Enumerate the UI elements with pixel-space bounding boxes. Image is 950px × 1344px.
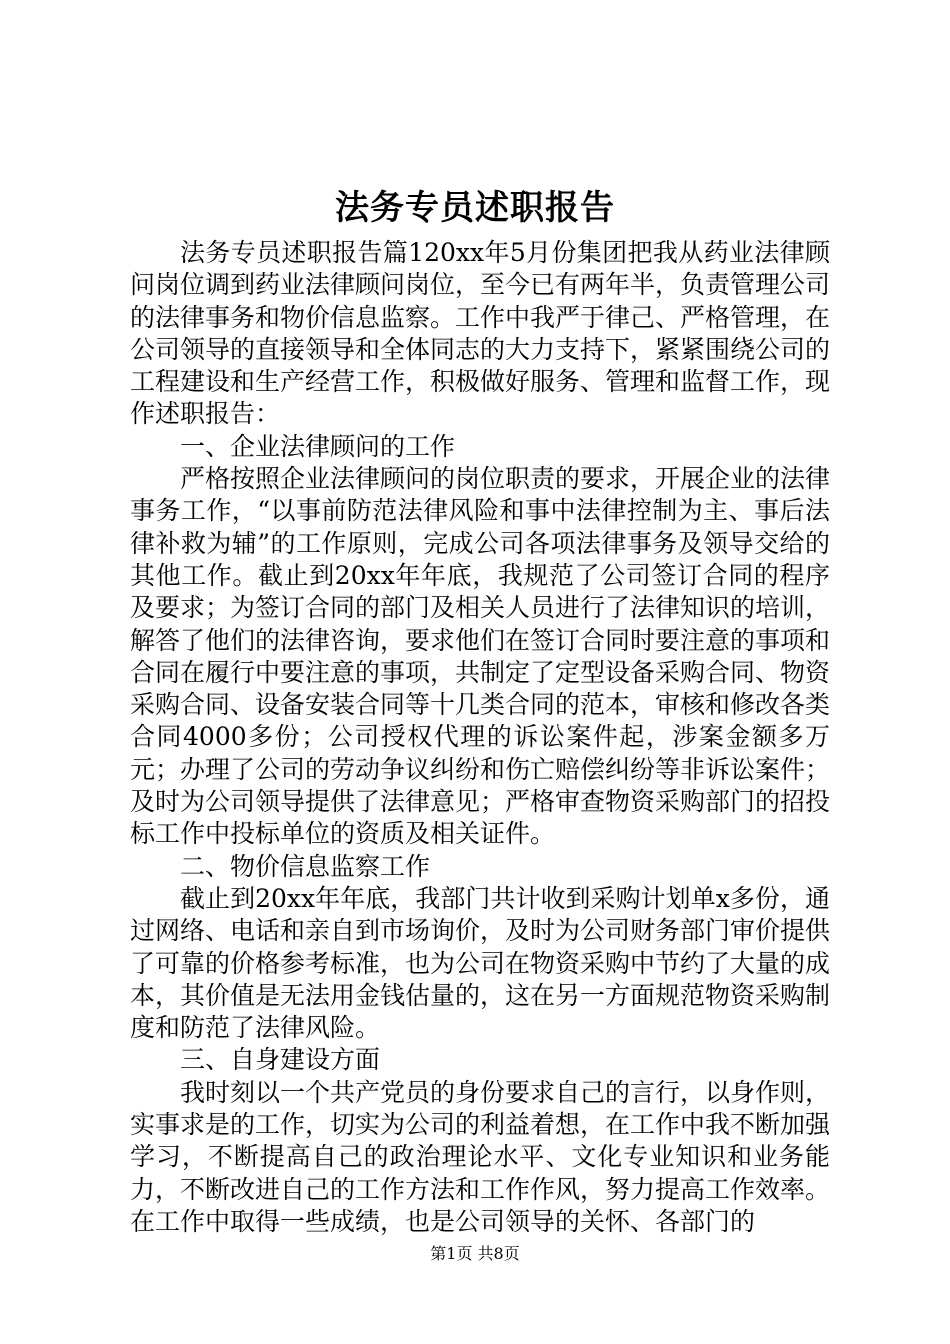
document-body <box>130 237 830 1238</box>
paragraph-price-monitoring: 截止到20xx年年底，我部门共计收到采购计划单x多份，通过网络、电话和亲自到市场询价，及时为公司财务部门审价提供了可靠的价格参考标准，也为公司在物资采购中节约了大量的成本，其价值是无法用金钱估量的，这在另一方面规范物资采购制度和防范了法律风险。 <box>130 883 831 1043</box>
paragraph-legal-counsel: 严格按照企业法律顾问的岗位职责的要求，开展企业的法律事务工作，“以事前防范法律风险和事中法律控制为主、事后法律补救为辅”的工作原则，完成公司各项法律事务及领导交给的其他工作。截止到20xx年年底，我规范了公司签订合同的程序及要求；为签订合同的部门及相关人员进行了法律知识的培训，解答了他们的法律咨询，要求他们在签订合同时要注意的事项和合同在履行中要注意的事项，共制定了定型设备采购合同、物资采购合同、设备安装合同等十几类合同的范本，审核和修改各类合同4000多份；公司授权代理的诉讼案件起，涉案金额多万元；办理了公司的劳动争议纠纷和伤亡赔偿纠纷等非诉讼案件；及时为公司领导提供了法律意见；严格审查物资采购部门的招投标工作中投标单位的资质及相关证件。 <box>130 464 831 849</box>
paragraph-self-development: 我时刻以一个共产党员的身份要求自己的言行，以身作则，实事求是的工作，切实为公司的利益着想，在工作中我不断加强学习，不断提高自己的政治理论水平、文化专业知识和业务能力，不断改进自己的工作方法和工作作风，努力提高工作效率。在工作中取得一些成绩，也是公司领导的关怀、各部门的 <box>130 1077 831 1236</box>
section-heading-price-monitoring: 二、物价信息监察工作 <box>180 851 431 881</box>
section-heading-self-development: 三、自身建设方面 <box>180 1045 381 1075</box>
paragraph-intro: 法务专员述职报告篇120xx年5月份集团把我从药业法律顾问岗位调到药业法律顾问岗位，至今已有两年半，负责管理公司的法律事务和物价信息监察。工作中我严于律己、严格管理，在公司领导的直接领导和全体同志的大力支持下，紧紧围绕公司的工程建设和生产经营工作，积极做好服务、管理和监督工作，现作述职报告： <box>130 238 831 429</box>
document-title: 法务专员述职报告 <box>335 188 615 228</box>
section-heading-legal-counsel: 一、企业法律顾问的工作 <box>180 431 456 461</box>
page-number-footer: 第1页 共8页 <box>430 1244 520 1263</box>
